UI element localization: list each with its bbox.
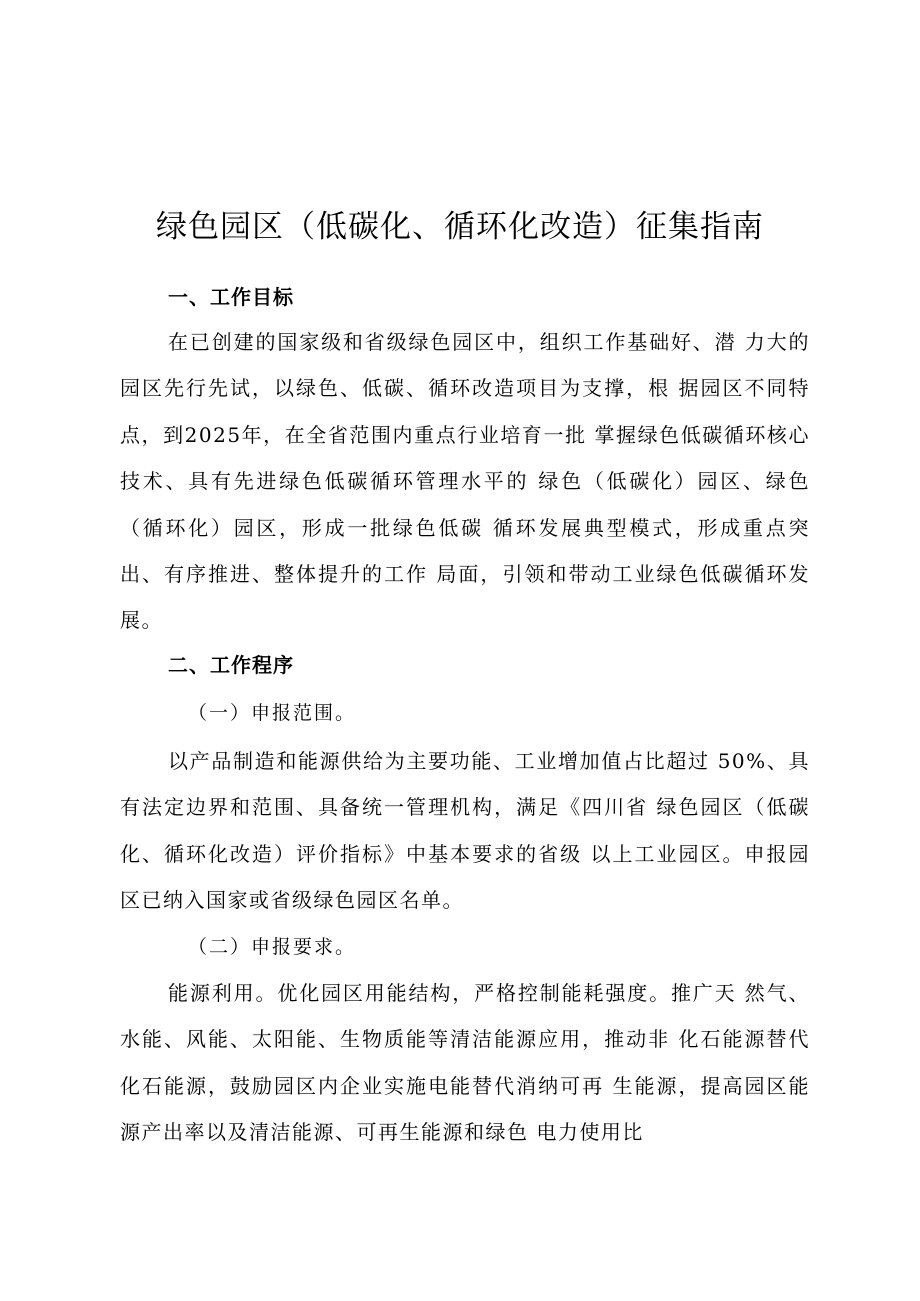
section1-paragraph: 在已创建的国家级和省级绿色园区中，组织工作基础好、潜 力大的园区先行先试，以绿色、低碳、循环改造项目为支撑，根 据园区不同特点，到2025年，在全省范围内重点行业培育一批 掌握绿色低碳循环核心技术、具有先进绿色低碳循环管理水平的 绿色（低碳化）园区、绿色（循环化）园区，形成一批绿色低碳 循环发展典型模式，形成重点突出、有序推进、整体提升的工作 局面，引领和带动工业绿色低碳循环发展。 bbox=[120, 330, 810, 633]
section2-sub1-heading: （一）申报范围。 bbox=[188, 702, 357, 724]
section2-sub1-paragraph: 以产品制造和能源供给为主要功能、工业增加值占比超过 50%、具有法定边界和范围、具备统一管理机构，满足《四川省 绿色园区（低碳化、循环化改造）评价指标》中基本要求的省级 以上工业园区。申报园区已纳入国家或省级绿色园区名单。 bbox=[120, 749, 810, 913]
document-title: 绿色园区（低碳化、循环化改造）征集指南 bbox=[156, 208, 764, 245]
section2-sub2-paragraph: 能源利用。优化园区用能结构，严格控制能耗强度。推广天 然气、水能、风能、太阳能、生物质能等清洁能源应用，推动非 化石能源替代化石能源，鼓励园区内企业实施电能替代消纳可再 生能源，提高园区能源产出率以及清洁能源、可再生能源和绿色 电力使用比 bbox=[120, 981, 810, 1145]
section2-heading: 二、工作程序 bbox=[168, 653, 294, 677]
section1-heading: 一、工作目标 bbox=[168, 285, 294, 309]
section2-sub2-heading: （二）申报要求。 bbox=[188, 936, 357, 958]
